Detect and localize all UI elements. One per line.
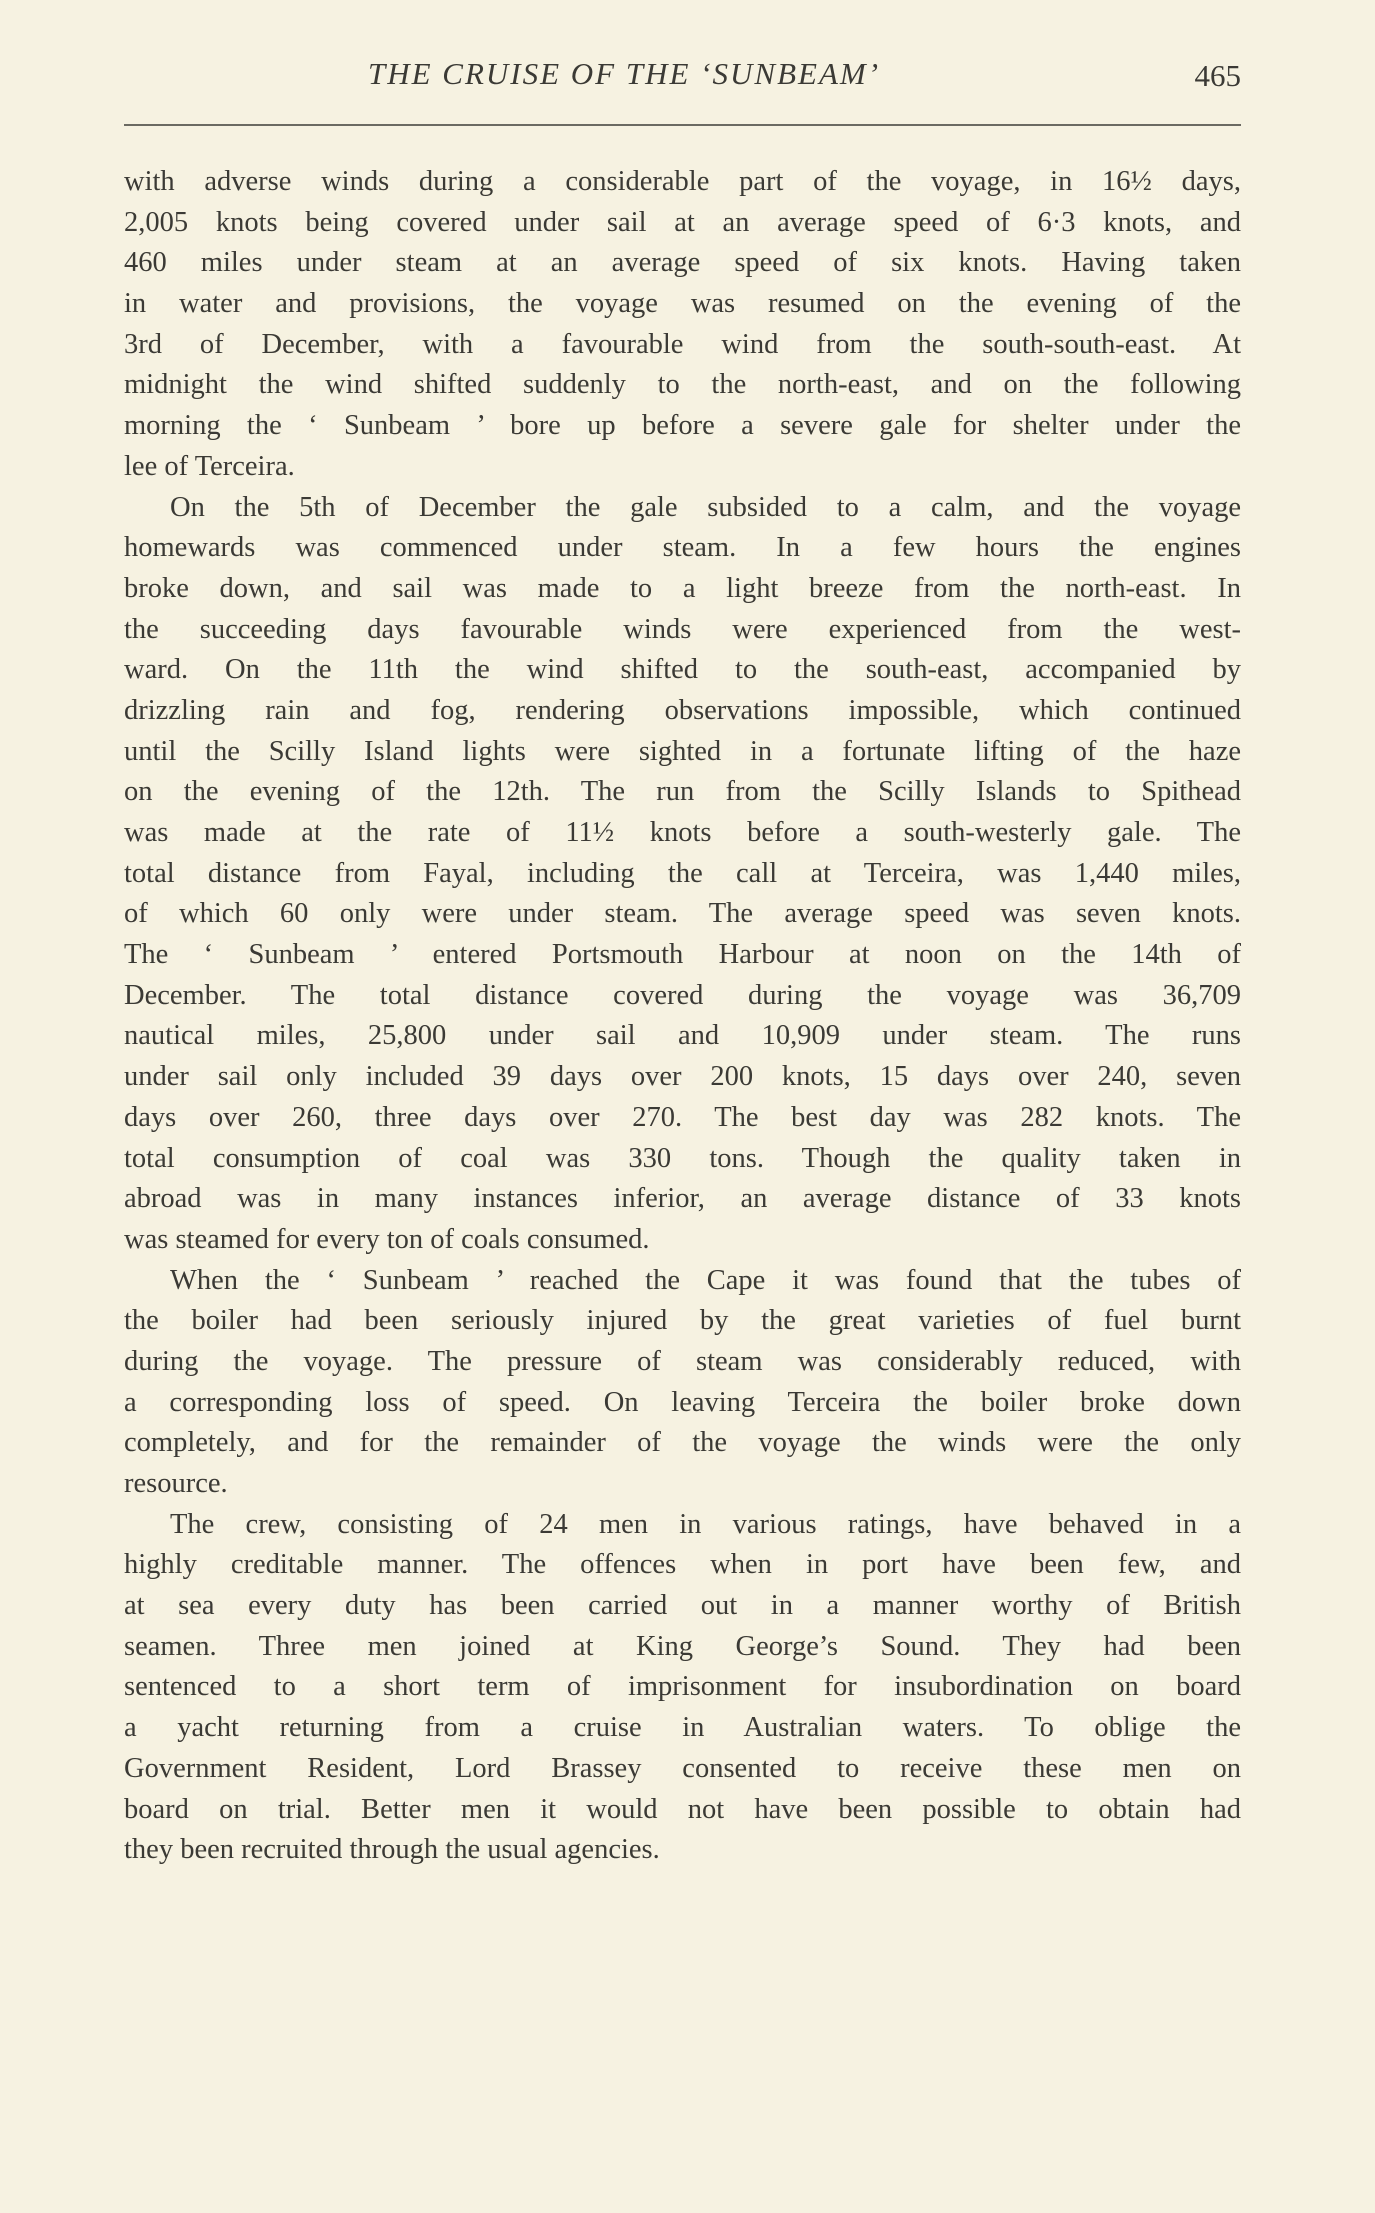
header-rule xyxy=(124,124,1241,126)
paragraph xyxy=(124,1505,1241,1871)
text-line: The crew, consisting of 24 men in various ratings, have behaved in a xyxy=(170,1508,1241,1540)
text-line: morning the ‘ Sunbeam ’ bore up before a severe gale for shelter under the xyxy=(124,410,1241,442)
text-line: seamen. Three men joined at King George’s Sound. They had been xyxy=(124,1630,1241,1662)
text-line: during the voyage. The pressure of steam was considerably reduced, with xyxy=(124,1345,1241,1377)
text-line: broke down, and sail was made to a light breeze from the north-east. In xyxy=(124,572,1241,604)
text-line: 460 miles under steam at an average speed of six knots. Having taken xyxy=(124,247,1241,279)
text-line: of which 60 only were under steam. The average speed was seven knots. xyxy=(124,898,1241,930)
text-line: drizzling rain and fog, rendering observations impossible, which continued xyxy=(124,694,1241,726)
text-line: until the Scilly Island lights were sighted in a fortunate lifting of the haze xyxy=(124,735,1241,767)
text-line: sentenced to a short term of imprisonment for insubordination on board xyxy=(124,1671,1241,1703)
text-line: with adverse winds during a considerable part of the voyage, in 16½ days, xyxy=(124,166,1241,197)
text-line: The ‘ Sunbeam ’ entered Portsmouth Harbour at noon on the 14th of xyxy=(124,939,1241,971)
text-line: a yacht returning from a cruise in Australian waters. To oblige the xyxy=(124,1712,1241,1744)
text-line: Government Resident, Lord Brassey consented to receive these men on xyxy=(124,1752,1241,1784)
text-line: was made at the rate of 11½ knots before a south-westerly gale. The xyxy=(124,817,1241,848)
text-line: resource. xyxy=(124,1468,228,1499)
text-line: total consumption of coal was 330 tons. Though the quality taken in xyxy=(124,1142,1241,1174)
text-line: abroad was in many instances inferior, an average distance of 33 knots xyxy=(124,1183,1241,1215)
text-line: On the 5th of December the gale subsided to a calm, and the voyage xyxy=(170,491,1241,523)
text-line: at sea every duty has been carried out in a manner worthy of British xyxy=(124,1590,1241,1622)
text-line: the succeeding days favourable winds were experienced from the west- xyxy=(124,613,1241,645)
text-line: a corresponding loss of speed. On leaving Terceira the boiler broke down xyxy=(124,1386,1241,1418)
text-line: When the ‘ Sunbeam ’ reached the Cape it was found that the tubes of xyxy=(170,1264,1241,1296)
text-line: on the evening of the 12th. The run from the Scilly Islands to Spithead xyxy=(124,776,1241,808)
text-line: completely, and for the remainder of the voyage the winds were the only xyxy=(124,1427,1241,1459)
text-line: December. The total distance covered during the voyage was 36,709 xyxy=(124,979,1241,1011)
text-line: total distance from Fayal, including the call at Terceira, was 1,440 miles, xyxy=(124,857,1241,889)
running-header xyxy=(124,56,1241,100)
text-line: under sail only included 39 days over 200 knots, 15 days over 240, seven xyxy=(124,1061,1241,1093)
text-line: 3rd of December, with a favourable wind from the south-south-east. At xyxy=(124,328,1241,360)
text-line: homewards was commenced under steam. In a few hours the engines xyxy=(124,532,1241,564)
text-line: highly creditable manner. The offences when in port have been few, and xyxy=(124,1549,1241,1581)
text-line: midnight the wind shifted suddenly to the north-east, and on the following xyxy=(124,369,1241,401)
text-line: lee of Terceira. xyxy=(124,450,295,482)
text-line: in water and provisions, the voyage was resumed on the evening of the xyxy=(124,288,1241,320)
paragraph xyxy=(124,162,1241,488)
page-body xyxy=(124,162,1241,1871)
paragraph xyxy=(124,488,1241,1261)
page-number: 465 xyxy=(1194,58,1241,93)
running-title: THE CRUISE OF THE ‘SUNBEAM’ xyxy=(367,56,881,91)
text-line: nautical miles, 25,800 under sail and 10,909 under steam. The runs xyxy=(124,1020,1241,1052)
text-line: the boiler had been seriously injured by the great varieties of fuel burnt xyxy=(124,1305,1241,1337)
text-line: board on trial. Better men it would not have been possible to obtain had xyxy=(124,1793,1241,1825)
text-line: they been recruited through the usual agencies. xyxy=(124,1834,660,1866)
text-line: days over 260, three days over 270. The best day was 282 knots. The xyxy=(124,1101,1241,1133)
text-line: 2,005 knots being covered under sail at an average speed of 6·3 knots, and xyxy=(124,206,1241,238)
text-line: was steamed for every ton of coals consumed. xyxy=(124,1223,650,1255)
paragraph xyxy=(124,1261,1241,1505)
text-line: ward. On the 11th the wind shifted to the south-east, accompanied by xyxy=(124,654,1241,686)
